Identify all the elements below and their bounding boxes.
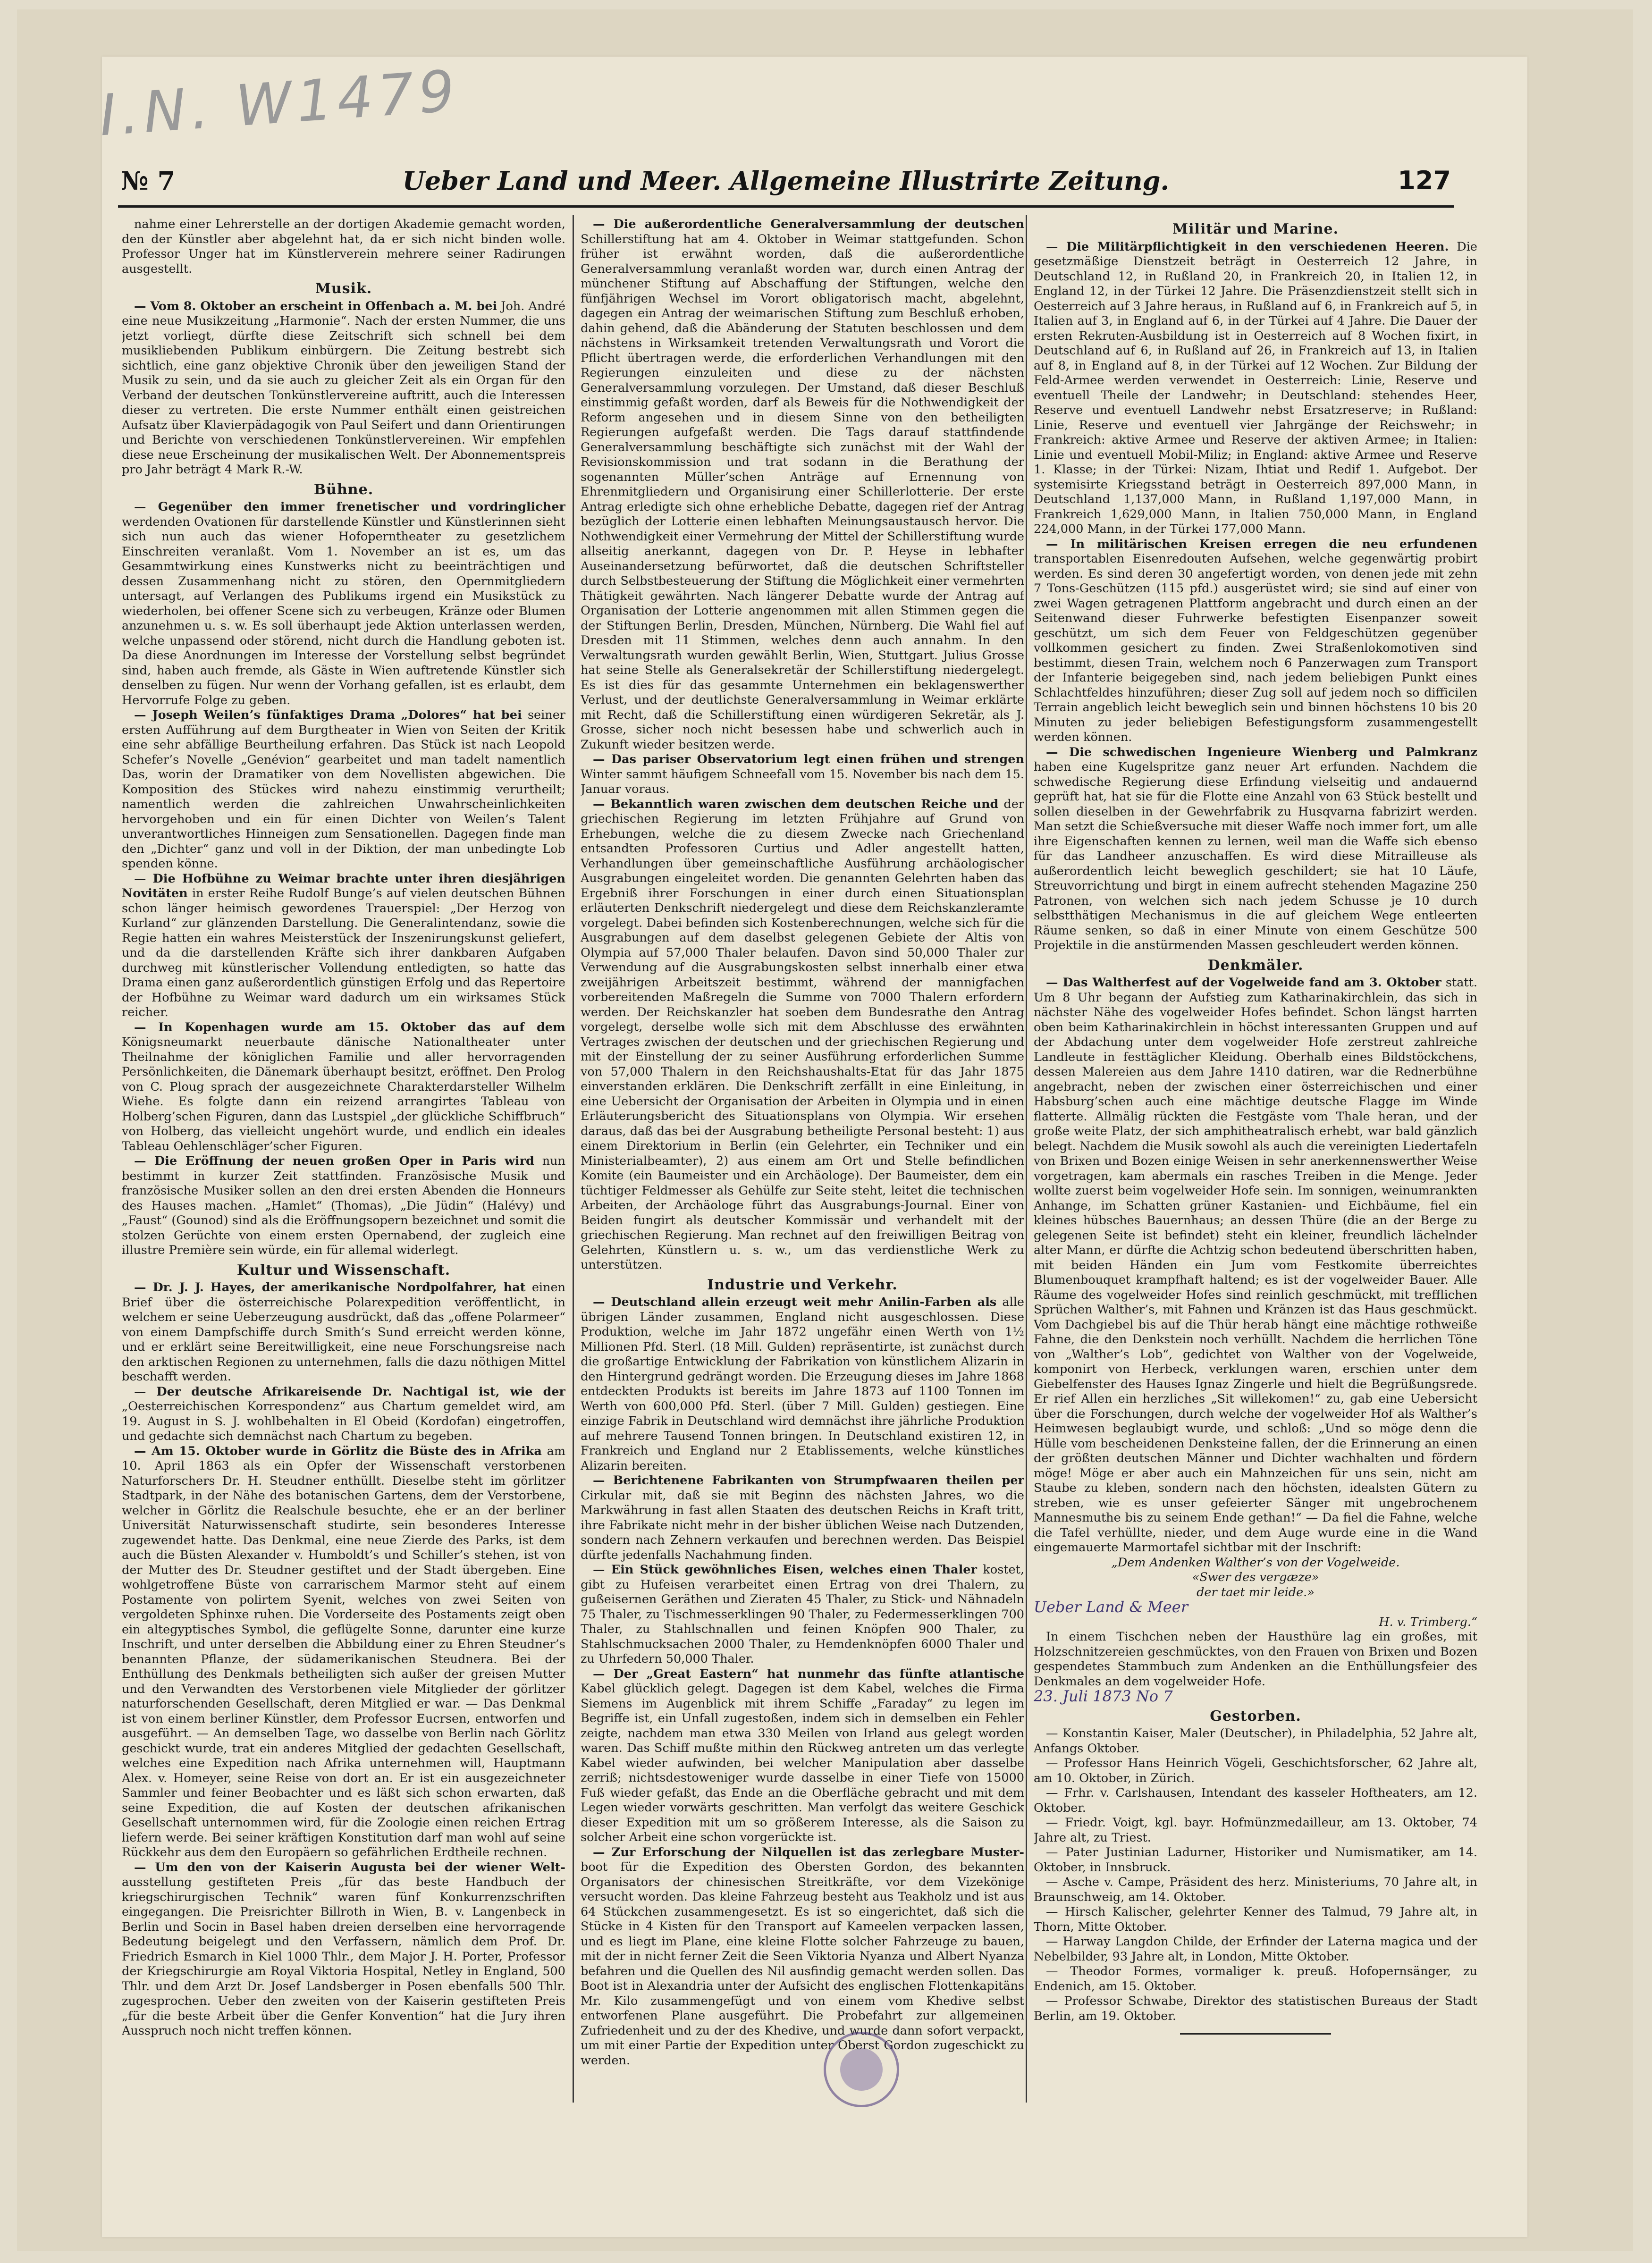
paragraph: In einem Tischchen neben der Hausthüre lag ein großes, mit Holzschnitzereien geschmücktes, von den Frauen von Brixen und Bozen gespendetes Stammbuch zum Andenken an die Enthüllungsfeier des Denkmales an dem vogelweider Hofe.	[1034, 1630, 1477, 1689]
article: — Die Hofbühne zu Weimar brachte unter ihren diesjährigen Novitäten in erster Reihe Rudolf Bunge’s auf vielen deutschen Bühnen schon länger heimisch gewordenes Trauerspiel: „Der Herzog von Kurland“ zur glänzenden Darstellung. Die Generalintendanz, sowie die Regie hatten ein wahres Meisterstück der Inszenirungskunst geliefert, und da die darstellenden Kräfte sich ihrer dankbaren Aufgaben durchweg mit künstlerischer Vollendung entledigten, so hatte das Drama einen ganz außerordentlich günstigen Erfolg und das Repertoire der Hofbühne zu Weimar ward dadurch um ein wirksames Stück reicher.	[122, 871, 565, 1019]
obituary-item: — Asche v. Campe, Präsident des herz. Ministeriums, 70 Jahre alt, in Braunschweig, am 14. Oktober.	[1034, 1875, 1477, 1904]
section-heading-gestorben: Gestorben.	[1210, 1708, 1301, 1725]
section-heading-musik: Musik.	[315, 280, 372, 297]
column-rule	[1026, 215, 1027, 2103]
article: — Der „Great Eastern“ hat nunmehr das fünfte atlantische Kabel glücklich gelegt. Dagegen ist dem Kabel, welches die Firma Siemens im Augenblick mit ihrem Schiffe „Faraday“ zu legen im Begriffe ist, ein Unfall zugestoßen, indem sich in demselben ein Fehler zeigte, nachdem man etwa 330 Meilen von Irland aus gelegt worden waren. Das Schiff mußte mithin den Rückweg antreten um das verlegte Kabel wieder aufwinden, bei welcher Manipulation aber dasselbe zerriß; nichtsdestoweniger wurde dasselbe in einer Tiefe von 15000 Fuß wieder gefaßt, das Ende an die Oberfläche gebracht und mit dem Legen wieder vorwärts geschritten. Man verfolgt das weitere Geschick dieser Expedition mit um so größerem Interesse, als die Saison zu solcher Arbeit eine schon vorgerückte ist.	[581, 1666, 1024, 1844]
section-heading-industrie: Industrie und Verkehr.	[707, 1276, 898, 1293]
paragraph: nahme einer Lehrerstelle an der dortigen Akademie gemacht worden, den der Künstler aber abgelehnt hat, da er sich nicht binden wolle. Professor Unger hat im Künstlerverein mehrere seiner Radirungen ausgestellt.	[122, 217, 565, 276]
handwritten-date: 23. Juli 1873 No 7	[1034, 1687, 1173, 1705]
obituary-item: — Hirsch Kalischer, gelehrter Kenner des Talmud, 79 Jahre alt, in Thorn, Mitte Oktober.	[1034, 1905, 1477, 1934]
article: — Am 15. Oktober wurde in Görlitz die Büste des in Afrika am 10. April 1863 als ein Opfer der Wissenschaft verstorbenen Naturforschers Dr. H. Steudner enthüllt. Dieselbe steht im görlitzer Stadtpark, in der Nähe des botanischen Gartens, dem der Verstorbene, welcher in Görlitz die Realschule besuchte, ehe er an der berliner Universität Naturwissenschaft studirte, sein besonderes Interesse zugewendet hatte. Das Denkmal, eine neue Zierde des Parks, ist dem auch die Büsten Alexander v. Humboldt’s und Schiller’s stehen, ist von der Mutter des Dr. Steudner gestiftet und der Stadt übergeben. Eine wohlgetroffene Büste von carrarischem Marmor steht auf einem Postamente von polirtem Syenit, welches von zwei Seiten von vergoldeten Sphinxe ruhen. Die Vorderseite des Postaments zeigt oben ein altegyptisches Symbol, die geflügelte Sonne, darunter eine kurze Inschrift, und unter derselben die Abbildung einer zu Ehren Steudner’s benannten Pflanze, der südamerikanischen Steudnera. Bei der Enthüllung des Denkmals betheiligten sich außer der greisen Mutter und den Verwandten des Verstorbenen viele Mitglieder der görlitzer naturforschenden Gesellschaft, deren Mitglied er war. — Das Denkmal ist von einem berliner Künstler, dem Professor Eucrsen, entworfen und ausgeführt. — An demselben Tage, wo dasselbe von Berlin nach Görlitz geschickt wurde, trat ein anderes Mitglied der gedachten Gesellschaft, welches eine Expedition nach Afrika unternehmen will, Hauptmann Alex. v. Homeyer, seine Reise von dort an. Er ist ein ausgezeichneter Sammler und feiner Beobachter und es läßt sich schon erwarten, daß seine Expedition, die auf Kosten der deutschen afrikanischen Gesellschaft unternommen wird, für die Zoologie einen reichen Ertrag liefern werde. Bei seiner kräftigen Konstitution darf man wohl auf seine Rückkehr aus dem den Europäern so gefährlichen Erdtheile rechnen.	[122, 1444, 565, 1859]
section-heading-kultur: Kultur und Wissenschaft.	[236, 1262, 451, 1279]
end-rule	[1180, 2033, 1331, 2035]
article: — Ein Stück gewöhnliches Eisen, welches einen Thaler kostet, gibt zu Hufeisen verarbeitet einen Ertrag von drei Thalern, zu gußeisernen Geräthen und Zieraten 45 Thaler, zu Stick- und Nähnadeln 75 Thaler, zu Tischmesserklingen 90 Thaler, zu Federmesserklingen 700 Thaler, zu Stahlschnallen und feinen Knöpfen 900 Thaler, zu Stahlschmucksachen 2000 Thaler, zu Hemdenknöpfen 6000 Thaler und zu Uhrfedern 50,000 Thaler.	[581, 1563, 1024, 1666]
obituary-item: — Pater Justinian Ladurner, Historiker und Numismatiker, am 14. Oktober, in Innsbruck.	[1034, 1845, 1477, 1875]
article: — Zur Erforschung der Nilquellen ist das zerlegbare Muster- boot für die Expedition des Obersten Gordon, des bekannten Organisators der chinesischen Streitkräfte, vor dem Vizekönige versucht worden. Das kleine Fahrzeug besteht aus Teakholz und ist aus 64 Stückchen zusammengesetzt. Es ist so eingerichtet, daß sich die Stücke in 4 Kisten für den Transport auf Kameelen verpacken lassen, und es liegt im Plane, eine kleine Flotte solcher Fahrzeuge zu bauen, mit der in nicht ferner Zeit die Seen Viktoria Nyanza und Albert Nyanza befahren und die Quellen des Nil ausfindig gemacht werden sollen. Das Boot ist in Alexandria unter der Aufsicht des englischen Flottenkapitäns Mr. Kilo zusammengefügt und von einem vom Khedive selbst entworfenen Plane ausgeführt. Die Probefahrt zur allgemeinen Zufriedenheit und zu der des Khedive, und wurde dann sofort verpackt, um mit einer Partie der Expedition unter Oberst Gordon zugeschickt zu werden.	[581, 1845, 1024, 2068]
column-3	[1034, 217, 1477, 2100]
stamp-center	[840, 2048, 883, 2091]
article: — In militärischen Kreisen erregen die neu erfundenen transportablen Eisenredouten Aufsehen, welche gegenwärtig probirt werden. Es sind deren 30 angefertigt worden, von denen jede mit zehn 7 Tons-Geschützen (115 pfd.) ausgerüstet wird; sie sind auf einer von zwei Wagen getragenen Plattform angebracht und durch einen an der Seitenwand dieser Fuhrwerke befestigten Eisenpanzer soweit geschützt, um sich dem Feuer von Feldgeschützen gegenüber vollkommen gesichert zu finden. Zwei Straßenlokomotiven sind bestimmt, diesen Train, welchem noch 6 Panzerwagen zum Transport der Infanterie beigegeben sind, nach jedem beliebigen Punkt eines Schlachtfeldes hinzuführen; dieser Zug soll auf jedem noch so difficilen Terrain angeblich leicht beweglich sein und binnen höchstens 10 bis 20 Minuten zu jeder beliebigen Befestigungsform zusammengestellt werden können.	[1034, 537, 1477, 744]
article: — Das Waltherfest auf der Vogelweide fand am 3. Oktober statt. Um 8 Uhr begann der Aufstieg zum Katharinakirchlein, das sich in nächster Nähe des vogelweider Hofes befindet. Schon längst harrten oben beim Katharinakirchlein in höchst interessanten Gruppen und auf der Abdachung unter dem vogelweider Hofe zerstreut zahlreiche Landleute in festtäglicher Kleidung. Oberhalb eines Bildstöckchens, dessen Malereien aus dem Jahre 1410 datiren, war die Rednerbühne angebracht, neben der zwischen einer österreichischen und einer Habsburg’schen auch eine mächtige deutsche Flagge im Winde flatterte. Allmälig rückten die Festgäste vom Thale heran, und der große weite Platz, der sich amphitheatralisch erhebt, war bald gänzlich belegt. Nachdem die Musik sowohl als auch die vereinigten Liedertafeln von Brixen und Bozen einige Weisen in sehr anerkennenswerther Weise vorgetragen, kam abermals ein rasches Treiben in die Menge. Jeder wollte zuerst beim vogelweider Hofe sein. Im sonnigen, weinumrankten Anhange, im Schatten grüner Kastanien- und Eichbäume, fiel ein kleines hübsches Bauernhaus; an dessen Thüre (die an der Berge zu gelegenen Seite ist befindet) steht ein kleiner, freundlich lächelnder alter Mann, er dürfte die Achtzig schon bedeutend überschritten haben, mit beiden Händen ein Jum vom Festkomite überreichtes Blumenbouquet krampfhaft haltend; es ist der vogelweider Bauer. Alle Räume des vogelweider Hofes sind reinlich geschmückt, mit trefflichen Sprüchen Walther’s, mit Fahnen und Kränzen ist das Haus geschmückt. Vom Dachgiebel bis auf die Thür herab hängt eine mächtige rothweiße Fahne, die den Denkstein noch verhüllt. Nachdem die herrlichen Töne von „Walther’s Lob“, gedichtet von Walther von der Vogelweide, komponirt von Herbeck, verklungen waren, erschien unter dem Giebelfenster des Hauses Ignaz Zingerle und hielt die Begrüßungsrede. Er rief Allen ein herzliches „Sit willekomen!“ zu, gab eine Uebersicht über die Forschungen, durch welche der vogelweider Hof als Walther’s Heimwesen beglaubigt wurde, und schloß: „Und so möge denn die Hülle vom bescheidenen Denksteine fallen, der die Erinnerung an einen der größten deutschen Männer und Dichter wachhalten und fördern möge! Möge er aber auch ein Mahnzeichen für uns sein, nicht am Staube zu kleben, sondern nach den höchsten, idealsten Gütern zu streben, wie es unser gefeierter Sänger mit ungebrochenem Mannesmuthe bis zu seinem Ende gethan!“ — Da fiel die Fahne, welche die Tafel verhüllte, nieder, und dem Auge wurde eine in die Wand eingemauerte Marmortafel sichtbar mit der Inschrift:	[1034, 976, 1477, 1555]
column-1	[122, 217, 565, 2100]
shelfmark-pencil-note: I.N. W1479	[97, 58, 462, 149]
library-stamp	[824, 2032, 899, 2107]
obituary-item: — Theodor Formes, vormaliger k. preuß. Hofopernsänger, zu Endenich, am 15. Oktober.	[1034, 1964, 1477, 1994]
obituary-item: — Friedr. Voigt, kgl. bayr. Hofmünzmedailleur, am 13. Oktober, 74 Jahre alt, zu Triest.	[1034, 1816, 1477, 1845]
article: — Bekanntlich waren zwischen dem deutschen Reiche und der griechischen Regierung im letzten Frühjahre auf Grund von Erhebungen, welche die zu diesem Zwecke nach Griechenland entsandten Professoren Curtius und Adler angestellt hatten, Verhandlungen über gemeinschaftliche Ausführung archäologischer Ausgrabungen eingeleitet worden. Die genannten Gelehrten haben das Ergebniß ihrer Forschungen in einer durch einen Situationsplan erläuterten Denkschrift niedergelegt und diese dem Reichskanzleramte vorgelegt. Dabei befinden sich Kostenberechnungen, welche sich für die Ausgrabungen auf dem daselbst gelegenen Gebiete der Altis von Olympia auf 57,000 Thaler belaufen. Davon sind 50,000 Thaler zur Verwendung auf die Ausgrabungskosten selbst innerhalb einer etwa zweijährigen Arbeitszeit bestimmt, während der mannigfachen vorbereitenden Maßregeln die Summe von 7000 Thalern erfordern werden. Der Reichskanzler hat soeben dem Bundesrathe den Antrag vorgelegt, derselbe wolle sich mit dem Abschlusse des erwähnten Vertrages zwischen der deutschen und der griechischen Regierung und mit der Einstellung der zu seiner Ausführung erforderlichen Summe von 57,000 Thalern in den Reichshaushalts-Etat für das Jahr 1875 einverstanden erklären. Die Denkschrift zerfällt in eine Einleitung, in eine Uebersicht der Organisation der Arbeiten in Olympia und in einen Erläuterungsbericht des Situationsplans von Olympia. Wir ersehen daraus, daß das bei der Ausgrabung betheiligte Personal besteht: 1) aus einem Direktorium in Berlin (ein Gelehrter, ein Techniker und ein Ministerialbeamter), 2) aus einem am Ort und Stelle befindlichen Komite (ein Baumeister und ein Archäologe). Der Baumeister, dem ein tüchtiger Feldmesser als Gehülfe zur Seite steht, leitet die technischen Arbeiten, der Archäologe führt das Ausgrabungs-Journal. Einer von Beiden fungirt als deutscher Kommissär und verhandelt mit der griechischen Regierung. Man rechnet auf den freiwilligen Beitrag von Gelehrten, Künstlern u. s. w., um das verdienstliche Werk zu unterstützen.	[581, 797, 1024, 1272]
page-number: 127	[1398, 166, 1451, 195]
article: — Die Eröffnung der neuen großen Oper in Paris wird nun bestimmt in kurzer Zeit stattfinden. Französische Musik und französische Musiker sollen an den drei ersten Abenden die Honneurs des Hauses machen. „Hamlet“ (Thomas), „Die Jüdin“ (Halévy) und „Faust“ (Gounod) sind als die Eröffnungsopern bezeichnet und somit die stolzen Gerüchte von einem ersten Opernabend, der zugleich eine illustre Première sein würde, ein für allemal widerlegt.	[122, 1154, 565, 1257]
page-header	[118, 163, 1454, 208]
obituary-item: — Professor Hans Heinrich Vögeli, Geschichtsforscher, 62 Jahre alt, am 10. Oktober, in Zürich.	[1034, 1756, 1477, 1785]
obituary-item: — Konstantin Kaiser, Maler (Deutscher), in Philadelphia, 52 Jahre alt, Anfangs Oktober.	[1034, 1726, 1477, 1756]
inscription-signature: H. v. Trimberg.“	[1379, 1615, 1477, 1629]
inscription-line: «Swer des vergæze»	[1192, 1570, 1319, 1584]
article: — Die Militärpflichtigkeit in den verschiedenen Heeren. Die gesetzmäßige Dienstzeit beträgt in Oesterreich 12 Jahre, in Deutschland 12, in Rußland 20, in Frankreich 20, in Italien 12, in England 12, in der Türkei 12 Jahre. Die Präsenzdienstzeit stellt sich in Oesterreich auf 3 Jahre heraus, in Rußland auf 6, in Frankreich auf 5, in Italien auf 3, in England auf 6, in der Türkei auf 4 Jahre. Die Dauer der ersten Rekruten-Ausbildung ist in Oesterreich auf 8 Wochen fixirt, in Deutschland auf 6, in Rußland auf 26, in Frankreich auf 13, in Italien auf 8, in England auf 8, in der Türkei auf 12 Wochen. Zur Bildung der Feld-Armee werden verwendet in Oesterreich: Linie, Reserve und eventuell Theile der Landwehr; in Deutschland: stehendes Heer, Reserve und eventuell Landwehr nebst Ersatzreserve; in Rußland: Linie, Reserve und eventuell vier Jahrgänge der Reichswehr; in Frankreich: aktive Armee und Reserve der aktiven Armee; in Italien: Linie und eventuell Mobil-Miliz; in England: aktive Armee und Reserve 1. Klasse; in der Türkei: Nizam, Ihtiat und Redif 1. Aufgebot. Der systemisirte Kriegsstand beträgt in Oesterreich 897,000 Mann, in Deutschland 1,137,000 Mann, in Rußland 1,197,000 Mann, in Frankreich 1,629,000 Mann, in Italien 750,000 Mann, in England 224,000 Mann, in der Türkei 177,000 Mann.	[1034, 239, 1477, 536]
obituary-item: — Harway Langdon Childe, der Erfinder der Laterna magica und der Nebelbilder, 93 Jahre alt, in London, Mitte Oktober.	[1034, 1935, 1477, 1964]
article: — Gegenüber den immer frenetischer und vordringlicher werdenden Ovationen für darstellende Künstler und Künstlerinnen sieht sich nun auch das wiener Hofopernthеater zu gesetzlichem Einschreiten veranlaßt. Vom 1. November an ist es, um das Gesammtwirkung eines Kunstwerks nicht zu beeinträchtigen und dessen Zusammenhang nicht zu stören, den Opernmitgliedern untersagt, auf Verlangen des Publikums irgend ein Musikstück zu wiederholen, bei offener Scene sich zu verbeugen, Kränze oder Blumen anzunehmen u. s. w. Es soll überhaupt jede Aktion unterlassen werden, welche unpassend oder störend, nicht durch die Handlung geboten ist. Da diese Anordnungen im Interesse der Vorstellung selbst begründet sind, haben auch fremde, als Gäste in Wien auftretende Künstler sich denselben zu fügen. Nur wenn der Vorhang gefallen, ist es erlaubt, dem Hervorrufe Folge zu geben.	[122, 500, 565, 707]
article: — Die schwedischen Ingenieure Wienberg und Palmkranz haben eine Kugelspritze ganz neuer Art erfunden. Nachdem die schwedische Regierung diese Erfindung vielseitig und andauernd geprüft hat, hat sie für die Flotte eine Anzahl von 63 Stück bestellt und sollen dieselben in der Gewehrfabrik zu Husqvarna fabrizirt werden. Man setzt die Schießversuche mit dieser Waffe noch immer fort, um alle ihre Eigenschaften kennen zu lernen, weil man die Waffe sich ebenso für das Landheer anzuschaffen. Es wird diese Mitrailleuse als außerordentlich leicht beweglich geschildert; sie hat 10 Läufe, Streuvorrichtung und birgt in einem aufrecht stehenden Magazine 250 Patronen, von welchen sich nach jedem Schusse je 10 durch selbstthätigen Mechanismus in die auf gleichem Wege entleerten Räume senken, so daß in einer Minute von einem Geschütze 500 Projektile in die anstürmenden Massen geschleudert werden können.	[1034, 745, 1477, 952]
section-heading-militaer: Militär und Marine.	[1172, 221, 1339, 237]
article: — In Kopenhagen wurde am 15. Oktober das auf dem Königsneumarkt neuerbaute dänische Nationaltheater unter Theilnahme der königlichen Familie und aller hervorragenden Persönlichkeiten, die Dänemark überhaupt besitzt, eröffnet. Den Prolog von C. Ploug sprach der ausgezeichnete Charakterdarsteller Wilhelm Wiehe. Es folgte dann ein reizend arrangirtes Tableau von Holberg’schen Figuren, dann das Lustspiel „der glückliche Schiffbruch“ von Holberg, das vielleicht ungehört wurde, und endlich ein ideales Tableau Oehlenschläger’scher Figuren.	[122, 1020, 565, 1153]
handwritten-annotation: Ueber Land & Meer	[1034, 1598, 1188, 1616]
article: — Das pariser Observatorium legt einen frühen und strengen Winter sammt häufigem Schneefall vom 15. November bis nach dem 15. Januar voraus.	[581, 752, 1024, 796]
masthead-title: Ueber Land und Meer. Allgemeine Illustrirte Zeitung.	[402, 166, 1170, 196]
article: — Deutschland allein erzeugt weit mehr Anilin-Farben als alle übrigen Länder zusammen, England nicht ausgeschlossen. Diese Produktion, welche im Jahr 1872 ungefähr einen Werth von 1½ Millionen Pfd. Sterl. (18 Mill. Gulden) repräsentirte, ist zunächst durch die großartige Entwicklung der Fabrikation von künstlichem Alizarin in den Hintergrund gedrängt worden. Die Erzeugung dieses im Jahre 1868 entdeckten Produkts ist bereits im Jahre 1873 auf 1100 Tonnen im Werth von 600,000 Pfd. Sterl. (über 7 Mill. Gulden) gestiegen. Eine einzige Fabrik in Deutschland wird demnächst ihre jährliche Produktion auf mehrere Tausend Tonnen bringen. In Deutschland existiren 12, in Frankreich und England nur 2 Etablissements, welche künstliches Alizarin bereiten.	[581, 1295, 1024, 1473]
section-heading-denkmaeler: Denkmäler.	[1207, 957, 1304, 974]
article: — Um den von der Kaiserin Augusta bei der wiener Welt- ausstellung gestifteten Preis „für das beste Handbuch der kriegschirurgischen Technik“ waren fünf Konkurrenzschriften eingegangen. Die Preisrichter Billroth in Wien, B. v. Langenbeck in Berlin und Socin in Basel haben dreien derselben eine hervorragende Bedeutung beigelegt und den Verfassern, nämlich dem Prof. Dr. Friedrich Esmarch in Kiel 1000 Thlr., dem Major J. H. Porter, Professor der Kriegschirurgie am Royal Viktoria Hospital, Netley in England, 500 Thlr. und dem Arzt Dr. Josef Landsberger in Posen ebenfalls 500 Thlr. zugesprochen. Ueber den zweiten von der Kaiserin gestifteten Preis „für die beste Arbeit über die Genfer Konvention“ hat die Jury ihren Ausspruch noch nicht treffen können.	[122, 1860, 565, 2038]
obituary-item: — Frhr. v. Carlshausen, Intendant des kasseler Hoftheaters, am 12. Oktober.	[1034, 1786, 1477, 1815]
obituary-item: — Professor Schwabe, Direktor des statistischen Bureaus der Stadt Berlin, am 19. Oktober.	[1034, 1994, 1477, 2023]
section-heading-buehne: Bühne.	[313, 481, 374, 498]
article: — Vom 8. Oktober an erscheint in Offenbach a. M. bei Joh. André eine neue Musikzeitung „Harmonie“. Nach der ersten Nummer, die uns jetzt vorliegt, dürfte diese Zeitschrift sich schnell bei dem musikliebenden Publikum einbürgern. Die Zeitung bestrebt sich sichtlich, eine ganz objektive Chronik über den jeweiligen Stand der Musik zu sein, und da sie auch zu gleicher Zeit als ein Organ für den Verband der deutschen Tonkünstlervereine auftritt, auch die Interessen dieser zu vertreten. Die erste Nummer enthält einen geistreichen Aufsatz über Klavierpädagogik von Paul Seifert und dann Orientirungen und Berichte von verschiedenen Tonkünstlervereinen. Wir empfehlen diese neue Erscheinung der musikalischen Welt. Der Abonnementspreis pro Jahr beträgt 4 Mark R.-W.	[122, 299, 565, 477]
article: — Die außerordentliche Generalversammlung der deutschen Schillerstiftung hat am 4. Oktober in Weimar stattgefunden. Schon früher ist erwähnt worden, daß die außerordentliche Generalversammlung veranlaßt worden war, durch einen Antrag der münchener Stiftung auf Abschaffung der Stiftungen, welche den fünfjährigen Wechsel im Vorort obligatorisch macht, abgelehnt, dagegen ein Antrag der weimarischen Stiftung zum Beschluß erhoben, dahin gehend, daß die Abänderung der Statuten beschlossen und dem nächstens in Wirksamkeit tretenden Verwaltungsrath und Vorort die Pflicht übertragen werde, die erforderlichen Verhandlungen mit den Regierungen einzuleiten und diese zu der nächsten Generalversammlung vorzulegen. Der Umstand, daß dieser Beschluß einstimmig gefaßt worden, darf als Beweis für die Nothwendigkeit der Reform angesehen und in diesem Sinne von den betheiligten Regierungen aufgefaßt werden. Die Tags darauf stattfindende Generalversammlung beschäftigte sich zunächst mit der Wahl der Revisionskommission und trat sodann in die Berathung der sogenannten Müller’schen Anträge auf Ernennung von Ehrenmitgliedern und Organisirung einer Schillerlotterie. Der erste Antrag erledigte sich ohne erhebliche Debatte, dagegen rief der Antrag bezüglich der Lotterie einen lebhaften Meinungsaustausch hervor. Die Nothwendigkeit einer Vermehrung der Mittel der Schillerstiftung wurde allseitig anerkannt, dagegen von Dr. P. Heyse in lebhafter Auseinandersetzung befürwortet, daß die deutschen Schriftsteller durch Selbstbesteuerung der Stiftung die Möglichkeit einer vermehrten Thätigkeit gewährten. Nach längerer Debatte wurde der Antrag auf Organisation der Lotterie angenommen mit allen Stimmen gegen die der Stiftungen Berlin, Dresden, München, Nürnberg. Die Wahl fiel auf Dresden mit 11 Stimmen, welches denn auch annahm. In den Verwaltungsrath wurden gewählt Berlin, Wien, Stuttgart. Julius Grosse hat seine Stelle als Generalsekretär der Schillerstiftung niedergelegt. Es ist dies für das gesammte Unternehmen ein beklagenswerther Verlust, und der deutlichste Generalversammlung in Weimar erklärte mit Recht, daß die Schillerstiftung einen würdigeren Sekretär, als J. Grosse, sicher noch nicht besessen habe und schwerlich auch in Zukunft wieder besitzen werde.	[581, 217, 1024, 752]
inscription-line: der taet mir leide.»	[1197, 1585, 1315, 1599]
article: — Dr. J. J. Hayes, der amerikanische Nordpolfahrer, hat einen Brief über die österreichische Polarexpedition veröffentlicht, in welchem er seine Ueberzeugung ausdrückt, daß das „offene Polarmeer“ von einem Dampfschiffe durch Smith’s Sund erreicht werden könne, und er erklärt seine Bereitwilligkeit, eine neue Forschungsreise nach den arktischen Regionen zu unternehmen, falls die dazu nöthigen Mittel beschafft werden.	[122, 1280, 565, 1384]
article: — Berichtenene Fabrikanten von Strumpfwaaren theilen per Cirkular mit, daß sie mit Beginn des nächsten Jahres, wo die Markwährung in fast allen Staaten des deutschen Reichs in Kraft tritt, ihre Fabrikate nicht mehr in der bisher üblichen Weise nach Dutzenden, sondern nach Zehnern verkaufen und berechnen werden. Das Beispiel dürfte jedenfalls Nachahmung finden.	[581, 1473, 1024, 1562]
issue-number: № 7	[121, 166, 176, 196]
inscription-line: „Dem Andenken Walther’s von der Vogelweide.	[1111, 1555, 1400, 1570]
column-2	[581, 217, 1024, 2100]
article: — Joseph Weilen’s fünfaktiges Drama „Dolores“ hat bei seiner ersten Aufführung auf dem Burgtheater in Wien von Seiten der Kritik eine sehr abfällige Beurtheilung erfahren. Das Stück ist nach Leopold Schefer’s Novelle „Genévion“ gearbeitet und man tadelt namentlich Das, worin der Dramatiker von dem Novellisten abgewichen. Die Komposition des Stückes wird nahezu einstimmig verurtheilt; namentlich werden die zahlreichen Unwahrscheinlichkeiten hervorgehoben und ein für einen Dichter von Weilen’s Talent unverantwortliches Hinneigen zum Sensationellen. Dagegen finde man den „Dichter“ ganz und voll in der Diktion, der man unbedingte Lob spenden könne.	[122, 708, 565, 871]
article: — Der deutsche Afrikareisende Dr. Nachtigal ist, wie der „Oesterreichischen Korrespondenz“ aus Chartum gemeldet wird, am 19. August in S. J. wohlbehalten in El Obeid (Kordofan) eingetroffen, und gedachte sich demnächst nach Chartum zu begeben.	[122, 1384, 565, 1443]
column-rule	[573, 215, 574, 2103]
